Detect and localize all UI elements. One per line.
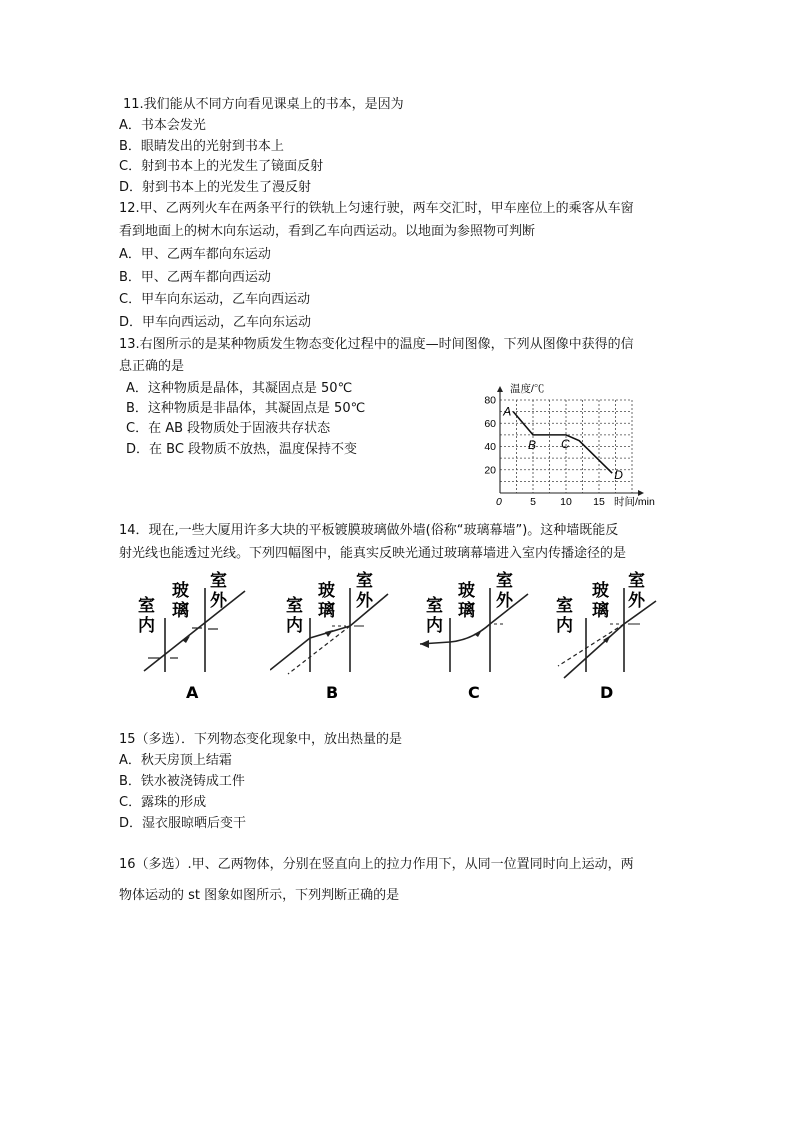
svg-text:室: 室 (556, 596, 573, 616)
svg-text:璃: 璃 (458, 601, 475, 621)
q12-stem-line2: 看到地面上的树木向东运动，看到乙车向西运动。以地面为参照物可判断 (119, 224, 536, 239)
svg-text:内: 内 (286, 616, 303, 636)
q13-stem-line2: 息正确的是 (119, 359, 185, 374)
diagram-label-c: C (468, 683, 480, 702)
indoor-label-1: 室 (138, 596, 155, 616)
glass-diagram-d (548, 566, 678, 706)
q15-option-b: B．铁水被浇铸成工件 (119, 774, 245, 789)
outdoor-label-2: 外 (210, 591, 227, 611)
q15-option-c: C．露珠的形成 (119, 795, 207, 810)
glass-label-2: 璃 (172, 601, 189, 621)
diagram-label-d: D (600, 683, 614, 702)
q15-stem: 15（多选）．下列物态变化现象中，放出热量的是 (119, 732, 403, 747)
q14-stem-line1: 14．现在,一些大厦用许多大块的平板镀膜玻璃做外墙(俗称“玻璃幕墙”)。这种墙既能反 (119, 523, 619, 538)
svg-text:室: 室 (426, 596, 443, 616)
q13-option-a: A．这种物质是晶体，其凝固点是 50℃ (126, 381, 353, 396)
svg-text:内: 内 (426, 616, 443, 636)
q13-stem-line1: 13.右图所示的是某种物质发生物态变化过程中的温度—时间图像，下列从图像中获得的信 (119, 337, 634, 352)
chart-x-tick-label: 15 (593, 496, 605, 508)
indoor-label-2: 内 (138, 616, 155, 636)
glass-diagram-a (130, 566, 260, 706)
q13-option-b: B．这种物质是非晶体，其凝固点是 50℃ (126, 401, 366, 416)
q14-stem-line2: 射光线也能透过光线。下列四幅图中，能真实反映光通过玻璃幕墙进入室内传播途径的是 (119, 546, 627, 561)
q11-option-b: B．眼睛发出的光射到书本上 (119, 139, 284, 154)
q12-option-b: B．甲、乙两车都向西运动 (119, 270, 271, 285)
svg-text:玻: 玻 (592, 581, 609, 601)
q15-option-d: D．湿衣服晾晒后变干 (119, 816, 247, 831)
svg-text:玻: 玻 (458, 581, 475, 601)
svg-text:玻: 玻 (318, 581, 335, 601)
glass-label-1: 玻 (172, 581, 189, 601)
svg-text:璃: 璃 (592, 601, 609, 621)
q16-stem-line1: 16（多选）.甲、乙两物体，分别在竖直向上的拉力作用下，从同一位置同时向上运动，两 (119, 857, 634, 872)
diagram-label-a: A (186, 683, 199, 702)
svg-text:内: 内 (556, 616, 573, 636)
chart-x-axis-label: 时间/min (614, 496, 655, 508)
chart-point-labels (502, 405, 623, 483)
svg-text:外: 外 (356, 591, 373, 611)
svg-text:璃: 璃 (318, 601, 335, 621)
temperature-time-chart (476, 378, 672, 512)
chart-y-tick-label: 40 (484, 441, 496, 453)
chart-point-label: A (503, 404, 512, 419)
q11-option-d: D．射到书本上的光发生了漫反射 (119, 180, 312, 195)
q13-option-d: D．在 BC 段物质不放热，温度保持不变 (126, 442, 358, 457)
svg-text:室: 室 (496, 571, 513, 591)
q12-stem-line1: 12.甲、乙两列火车在两条平行的铁轨上匀速行驶，两车交汇时，甲车座位上的乘客从车窗 (119, 201, 634, 216)
q15-option-a: A．秋天房顶上结霜 (119, 753, 232, 768)
svg-text:室: 室 (356, 571, 373, 591)
diagram-label-b: B (326, 683, 339, 702)
q11-option-c: C．射到书本上的光发生了镜面反射 (119, 159, 324, 174)
q16-stem-line2: 物体运动的 st 图象如图所示，下列判断正确的是 (119, 888, 400, 903)
outdoor-label-1: 室 (210, 571, 227, 591)
q11-stem: 11.我们能从不同方向看见课桌上的书本，是因为 (123, 97, 404, 112)
glass-diagram-c (412, 566, 542, 706)
svg-text:室: 室 (628, 571, 645, 591)
chart-y-axis-arrow (497, 386, 503, 392)
chart-x-tick-label: 5 (530, 496, 536, 508)
chart-origin-label: 0 (496, 496, 502, 508)
q12-option-c: C．甲车向东运动，乙车向西运动 (119, 292, 311, 307)
q13-option-c: C．在 AB 段物质处于固液共存状态 (126, 421, 331, 436)
chart-point-label: B (528, 437, 537, 452)
svg-text:外: 外 (496, 591, 513, 611)
chart-point-label: D (614, 468, 623, 483)
q12-option-a: A．甲、乙两车都向东运动 (119, 247, 271, 262)
svg-text:外: 外 (628, 591, 645, 611)
chart-y-tick-label: 60 (484, 417, 496, 430)
svg-text:室: 室 (286, 596, 303, 616)
chart-y-tick-label: 80 (484, 394, 496, 407)
chart-y-tick-label: 20 (484, 464, 496, 477)
glass-diagram-b (270, 566, 400, 706)
chart-point-label: C (561, 436, 570, 451)
q12-option-d: D．甲车向西运动，乙车向东运动 (119, 315, 312, 330)
chart-y-axis-label: 温度/℃ (510, 383, 545, 395)
chart-x-tick-label: 10 (560, 496, 572, 508)
q11-option-a: A．书本会发光 (119, 118, 206, 133)
